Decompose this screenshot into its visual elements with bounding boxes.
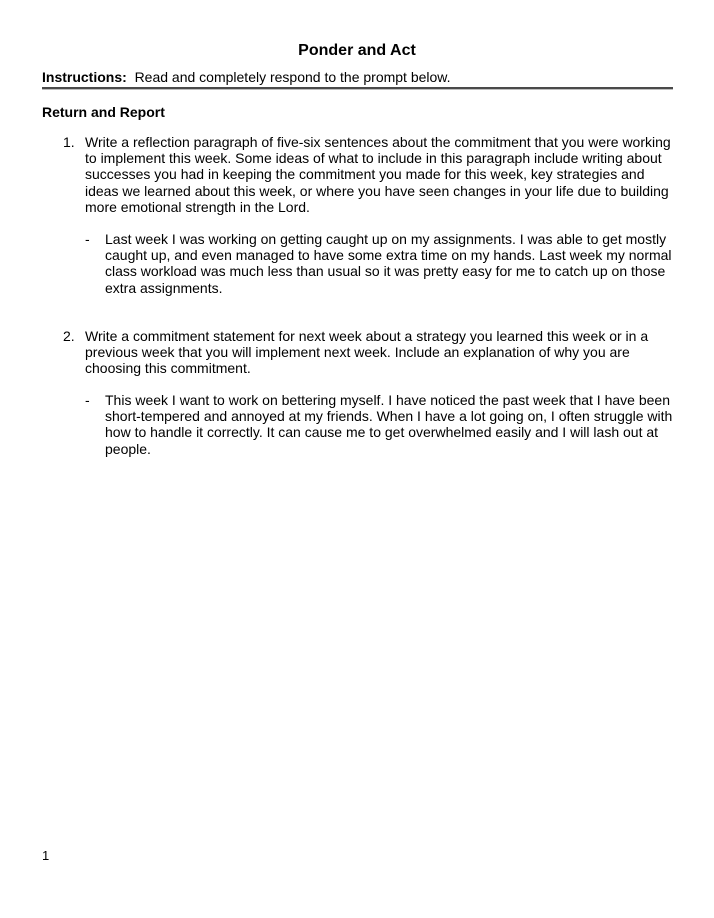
response-item-1: [85, 231, 673, 296]
prompt-item-2: [63, 328, 673, 377]
page-number: 1: [42, 848, 50, 863]
response-text: Last week I was working on getting caught up on my assignments. I was able to get mostly caught up, and even managed to have some extra time on my hands. Last week my normal class workload was much less than usual so it was pretty easy for me to catch up on those extra assignments.: [105, 231, 672, 296]
instructions-label: Instructions:: [42, 69, 127, 85]
response-text: This week I want to work on bettering myself. I have noticed the past week that I have been short-tempered and annoyed at my friends. When I have a lot going on, I often struggle with how to handle it correctly. It can cause me to get overwhelmed easily and I will lash out at people.: [105, 392, 673, 457]
prompt-text: Write a commitment statement for next week about a strategy you learned this week or in a previous week that you will implement next week. Include an explanation of why you are choosing this commitment.: [85, 328, 649, 377]
prompt-number: 1.: [63, 134, 75, 150]
prompt-item-1: [63, 134, 673, 215]
instructions-text: Read and completely respond to the prompt below.: [134, 69, 451, 85]
bullet-dash: -: [85, 392, 90, 408]
header-divider: [42, 87, 673, 90]
prompt-number: 2.: [63, 328, 75, 344]
page-title: Ponder and Act: [298, 42, 416, 59]
bullet-dash: -: [85, 231, 90, 247]
response-item-2: [85, 392, 673, 457]
prompt-text: Write a reflection paragraph of five-six sentences about the commitment that you were working to implement this week. Some ideas of what to include in this paragraph include writing about successes you had in keeping the commitment you made for this week, key strategies and ideas we learned about this week, or where you have seen changes in your life due to building more emotional strength in the Lord.: [85, 134, 671, 215]
instructions-line: [42, 69, 673, 86]
section-heading: Return and Report: [42, 104, 165, 120]
